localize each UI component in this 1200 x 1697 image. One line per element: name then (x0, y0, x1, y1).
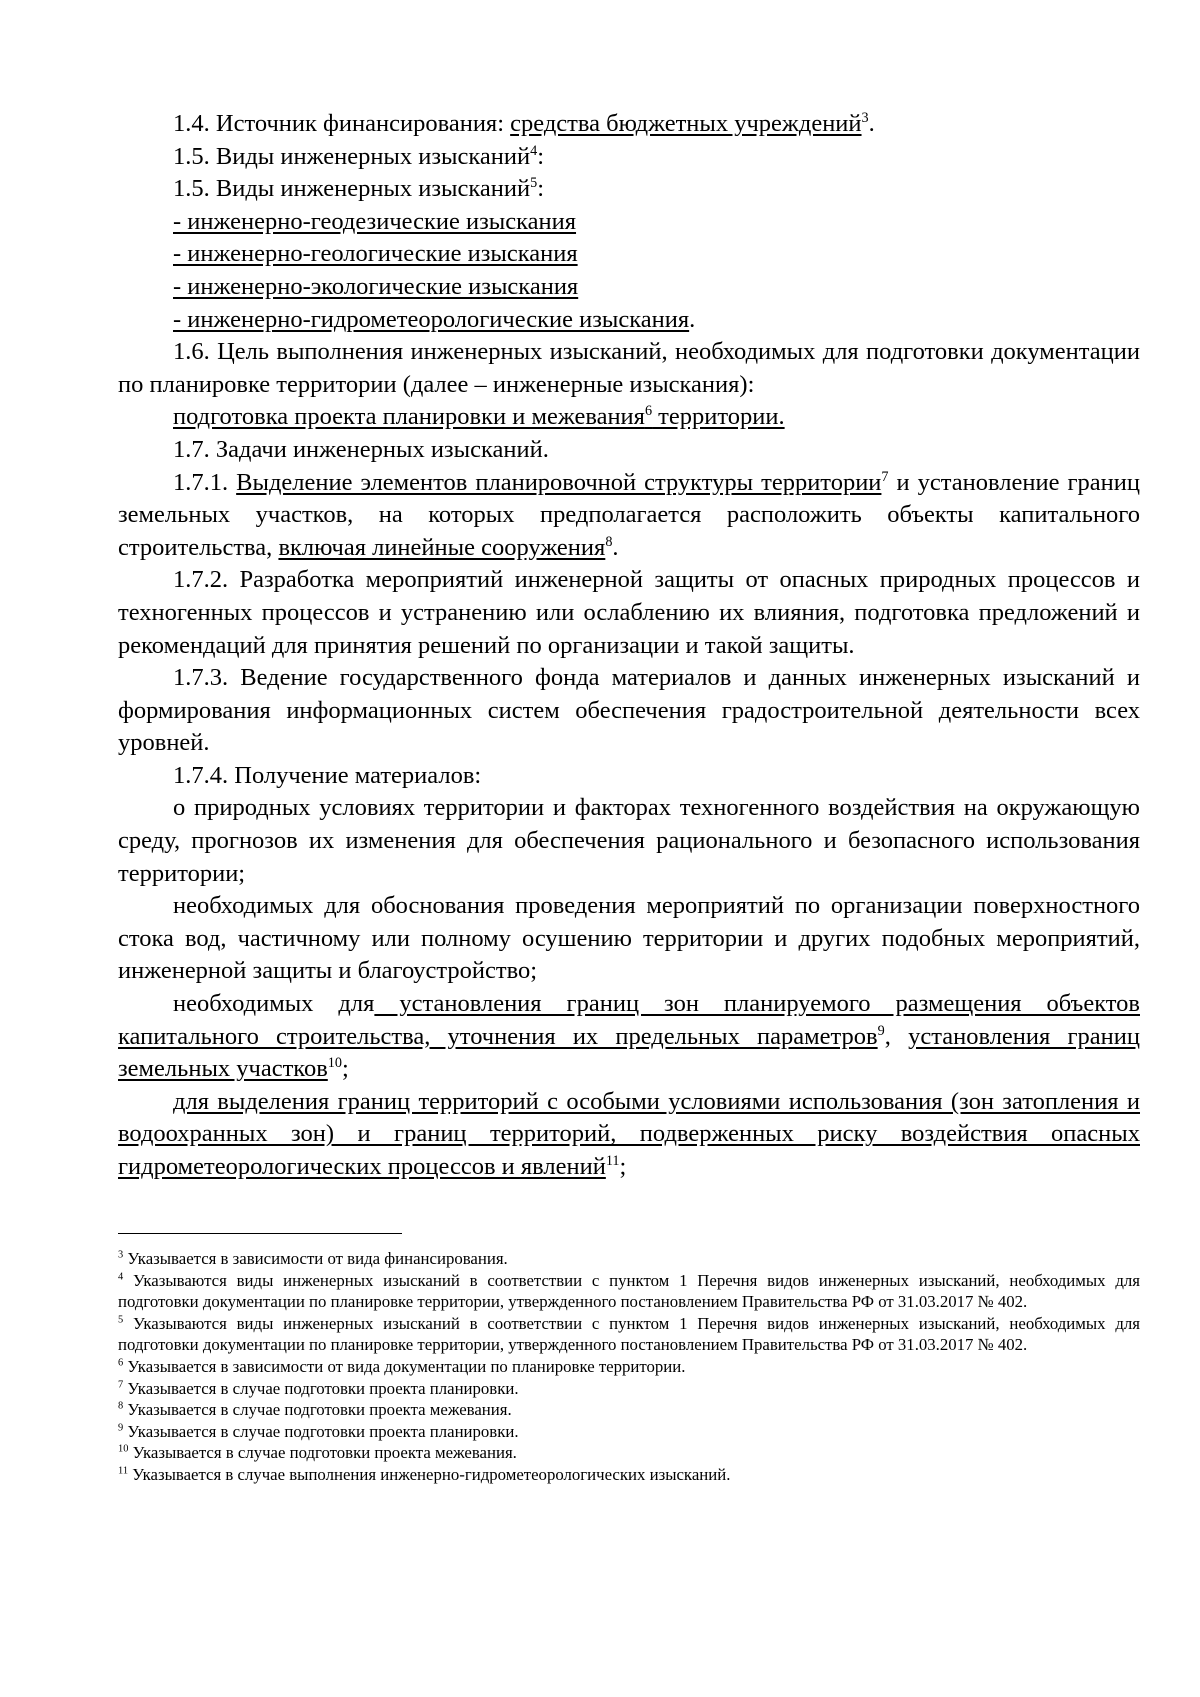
paragraph-1-7: 1.7. Задачи инженерных изысканий. (173, 435, 549, 463)
paragraph-1-7-2: 1.7.2. Разработка мероприятий инженерной защиты от опасных природных процессов и техногенных процессов и устранению или ослаблению их влияния, подготовка предложений и рекомендаций для принятия решений по организации и такой защиты. (118, 566, 1140, 659)
paragraph-1-6-goal (118, 401, 1140, 434)
paragraph-1-7-4-a: о природных условиях территории и факторах техногенного воздействия на окружающую среду, прогнозов их изменения для обеспечения рационального и безопасного использования территории; (118, 794, 1140, 887)
footnote (118, 1313, 1140, 1356)
paragraph-1-6: 1.6. Цель выполнения инженерных изысканий, необходимых для подготовки документации по планировке территории (далее – инженерные изыскания): (118, 338, 1140, 398)
main-text (118, 108, 1140, 1184)
footnote-number: 3 (118, 1249, 124, 1261)
underlined-text: Выделение элементов планировочной структуры территории (236, 468, 882, 496)
list-item (118, 206, 1140, 239)
footnote-text: Указывается в случае выполнения инженерно-гидрометеорологических изысканий. (128, 1464, 731, 1484)
footnote (118, 1356, 1140, 1378)
footnote-ref: 9 (877, 1022, 885, 1039)
paragraph-1-5-b (118, 173, 1140, 206)
footnote-text: Указывается в зависимости от вида документации по планировке территории. (123, 1356, 686, 1376)
paragraph-1-5-a (118, 141, 1140, 174)
text-span: 1.5. Виды инженерных изысканий (173, 142, 531, 170)
footnote-text: Указываются виды инженерных изысканий в соответствии с пунктом 1 Перечня видов инженерных изысканий, необходимых для подготовки документации по планировке территории, утвержденного постановлением Правительства РФ от 31.03.2017 № 402. (118, 1270, 1140, 1312)
footnote-number: 5 (118, 1314, 124, 1326)
text-span: : (537, 175, 545, 203)
footnote-separator (118, 1233, 402, 1234)
text-span: . (689, 305, 696, 333)
list-item-text: - инженерно-геодезические изыскания (173, 207, 577, 235)
paragraph-1-7-4-d (118, 1086, 1140, 1184)
footnote-number: 7 (118, 1378, 124, 1390)
footnote-number: 11 (118, 1465, 129, 1477)
text-span: 1.5. Виды инженерных изысканий (173, 175, 531, 203)
paragraph-1-7-3: 1.7.3. Ведение государственного фонда материалов и данных инженерных изысканий и формирования информационных систем обеспечения градостроительной деятельности всех уровней. (118, 664, 1140, 757)
text-span: : (537, 142, 545, 170)
footnote-number: 10 (118, 1443, 129, 1455)
text-span: , (884, 1022, 909, 1050)
underlined-text: средства бюджетных учреждений (510, 110, 862, 137)
paragraph-1-7-4-b: необходимых для обоснования проведения мероприятий по организации поверхностного стока вод, частичному или полному осушению территории и других подобных мероприятий, инженерной защиты и благоустройство; (118, 892, 1140, 985)
text-span: ; (341, 1055, 349, 1083)
list-item (118, 238, 1140, 271)
footnote-ref: 6 (644, 403, 653, 420)
footnote-text: Указывается в случае подготовки проекта межевания. (123, 1400, 512, 1420)
text-span: 1.4. Источник финансирования: (173, 110, 511, 137)
underlined-text: установления границ зон планируемого размещения объектов капитального строительства, уточнения их предельных параметров (118, 990, 1140, 1050)
footnote-number: 4 (118, 1271, 124, 1282)
footnote-number: 9 (118, 1422, 124, 1434)
text-span: 1.7.1. (173, 468, 237, 496)
text-span: необходимых для (173, 990, 375, 1018)
footnote-text: Указывается в случае подготовки проекта планировки. (123, 1378, 519, 1398)
footnote (118, 1421, 1140, 1443)
footnote-text: Указывается в случае подготовки проекта планировки. (123, 1421, 519, 1441)
footnote (118, 1248, 1140, 1270)
footnote (118, 1270, 1140, 1313)
text-span: и установление границ земельных участков, на которых предполагается расположить объекты капитального строительства, (118, 468, 1140, 561)
paragraph-1-7-4-c (118, 988, 1140, 1086)
footnote (118, 1464, 1140, 1486)
underlined-text: территории. (652, 403, 785, 431)
text-span: . (868, 110, 875, 137)
footnote-ref: 3 (861, 109, 869, 126)
text-span: . (612, 533, 619, 561)
underlined-text: установления границ земельных участков (118, 1022, 1140, 1083)
footnote (118, 1399, 1140, 1421)
underlined-text: подготовка проекта планировки и межевания (173, 403, 645, 431)
footnote (118, 1442, 1140, 1464)
footnote-ref: 7 (881, 468, 889, 485)
underlined-text: включая линейные сооружения (278, 533, 606, 561)
list-item (118, 304, 1140, 337)
text-span: ; (619, 1153, 627, 1180)
footnote-text: Указывается в зависимости от вида финансирования. (123, 1249, 508, 1268)
paragraph-1-4 (118, 108, 1140, 141)
list-item (118, 271, 1140, 304)
paragraph-1-7-4: 1.7.4. Получение материалов: (173, 761, 482, 789)
footnote-text: Указывается в случае подготовки проекта межевания. (128, 1443, 517, 1463)
underlined-text: для выделения границ территорий с особыми условиями использования (зон затопления и водоохранных зон) и границ территорий, подверженных риску воздействия опасных гидрометеорологических процессов и явлений (118, 1087, 1140, 1180)
footnote-text: Указываются виды инженерных изысканий в соответствии с пунктом 1 Перечня видов инженерных изысканий, необходимых для подготовки документации по планировке территории, утвержденного постановлением Правительства РФ от 31.03.2017 № 402. (118, 1313, 1140, 1355)
footnote-ref: 5 (530, 175, 538, 192)
footnote-ref: 11 (605, 1152, 620, 1169)
footnote-number: 8 (118, 1400, 124, 1412)
footnote-ref: 8 (605, 533, 613, 550)
footnote-ref: 10 (327, 1055, 342, 1072)
footnotes (118, 1248, 1140, 1486)
list-item-text: - инженерно-геологические изыскания (173, 240, 578, 268)
paragraph-1-7-1 (118, 467, 1140, 565)
list-item-text: - инженерно-экологические изыскания (173, 272, 579, 300)
footnote (118, 1378, 1140, 1400)
list-item-text: - инженерно-гидрометеорологические изыскания (173, 305, 690, 333)
footnote-ref: 4 (530, 142, 538, 159)
footnote-number: 6 (118, 1357, 124, 1369)
